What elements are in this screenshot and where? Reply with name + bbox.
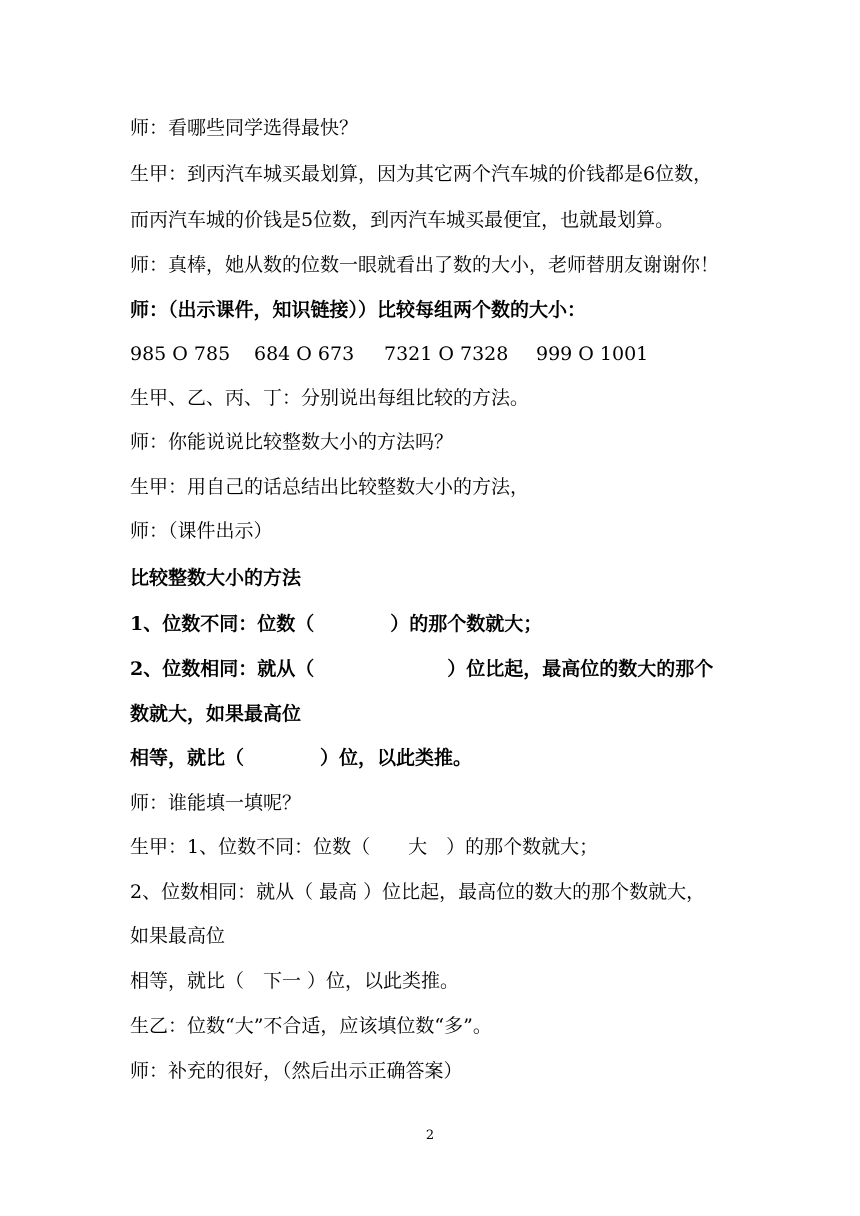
paragraph-line: 1、位数不同：位数（ ）的那个数就大； (130, 613, 543, 635)
paragraph-line: 2、位数相同：就从（ ）位比起，最高位的数大的那个 (130, 658, 714, 680)
paragraph-line: 相等，就比（ 下一 ）位，以此类推。 (130, 970, 460, 992)
comparison-item: 985 O 785 (130, 343, 231, 365)
paragraph-line: 生甲：1、位数不同：位数（ 大 ）的那个数就大； (130, 836, 599, 858)
paragraph-line: 师：（出示课件，知识链接））比较每组两个数的大小： (130, 299, 587, 321)
paragraph-line: 师：补充的很好，（然后出示正确答案） (130, 1060, 463, 1082)
page-number: 2 (425, 1128, 435, 1143)
comparison-item: 7321 O 7328 (384, 343, 509, 365)
paragraph-line: 生甲：到丙汽车城买最划算，因为其它两个汽车城的价钱都是6位数， (130, 163, 713, 185)
paragraph-line: 数就大，如果最高位 (130, 703, 302, 725)
paragraph-line: 如果最高位 (130, 925, 226, 947)
comparison-item: 999 O 1001 (536, 343, 649, 365)
comparison-row (130, 341, 740, 367)
paragraph-line: 生甲：用自己的话总结出比较整数大小的方法， (130, 476, 530, 498)
paragraph-line: 师：你能说说比较整数大小的方法吗？ (130, 431, 454, 453)
paragraph-line: 师：看哪些同学选得最快？ (130, 117, 359, 139)
paragraph-line: 生乙：位数“大”不合适，应该填位数“多”。 (130, 1015, 492, 1037)
comparison-item: 684 O 673 (254, 343, 355, 365)
paragraph-line: 师：真棒，她从数的位数一眼就看出了数的大小，老师替朋友谢谢你！ (130, 254, 720, 276)
paragraph-line: 生甲、乙、丙、丁：分别说出每组比较的方法。 (130, 387, 530, 409)
paragraph-line: 师：（课件出示） (130, 520, 273, 542)
paragraph-line: 师：谁能填一填呢？ (130, 792, 302, 814)
section-heading: 比较整数大小的方法 (130, 567, 302, 589)
paragraph-line: 而丙汽车城的价钱是5位数，到丙汽车城买最便宜，也就最划算。 (130, 209, 675, 231)
paragraph-line: 相等，就比（ ）位，以此类推。 (130, 747, 473, 769)
paragraph-line: 2、位数相同：就从（ 最高 ）位比起，最高位的数大的那个数就大， (130, 881, 706, 903)
